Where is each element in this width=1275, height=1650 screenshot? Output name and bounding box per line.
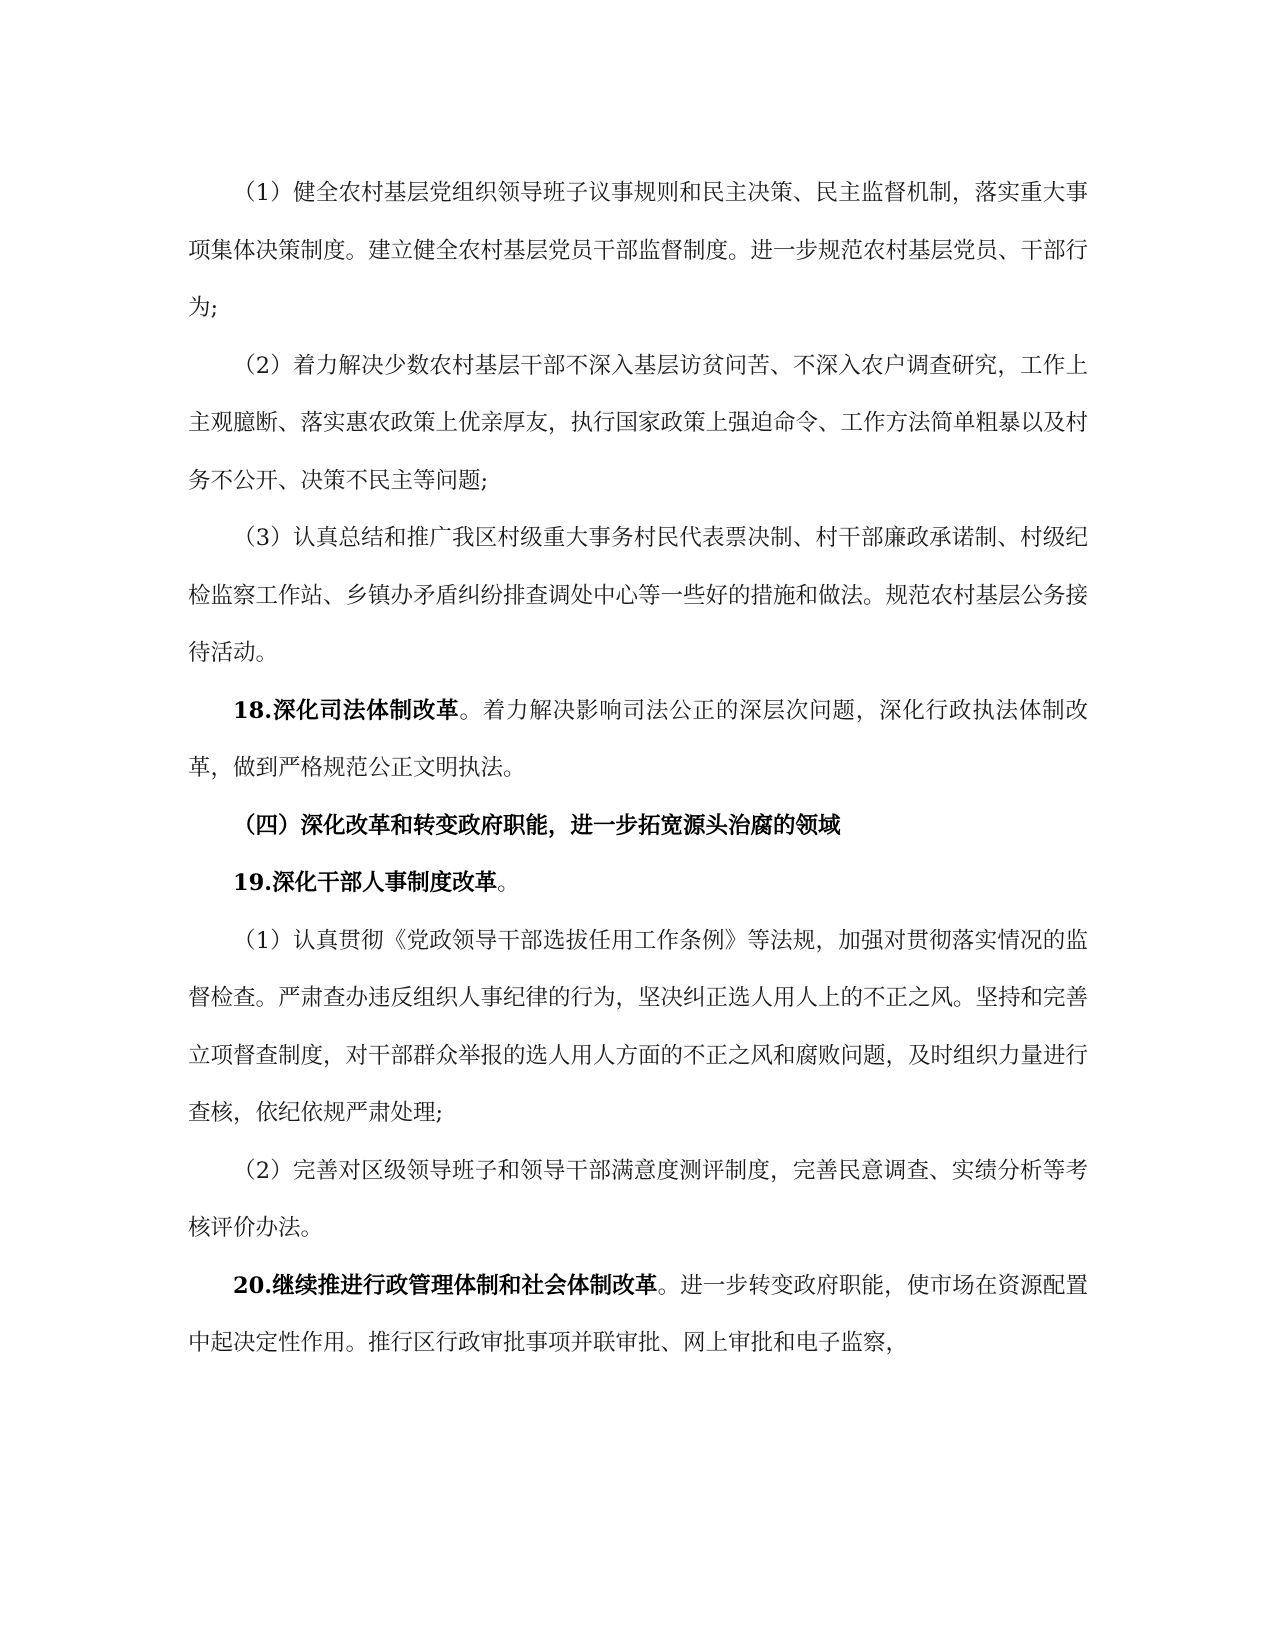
paragraph-rural-cadre-problems: （2）着力解决少数农村基层干部不深入基层访贫问苦、不深入农户调查研究，工作上主观臆断、落实惠农政策上优亲厚友，执行国家政策上强迫命令、工作方法简单粗暴以及村务不公开、决策不民主等问题; <box>188 352 1089 494</box>
paragraph-village-practices: （3）认真总结和推广我区村级重大事务村民代表票决制、村干部廉政承诺制、村级纪检监察工作站、乡镇办矛盾纠纷排查调处中心等一些好的措施和做法。规范农村基层公务接待活动。 <box>188 525 1089 666</box>
paragraph-rural-decision-rules: （1）健全农村基层党组织领导班子议事规则和民主决策、民主监督机制，落实重大事项集体决策制度。建立健全农村基层党员干部监督制度。进一步规范农村基层党员、干部行为; <box>188 180 1089 321</box>
paragraph-judicial-reform: 18.深化司法体制改革。着力解决影响司法公正的深层次问题，深化行政执法体制改革，做到严格规范公正文明执法。 <box>188 697 1088 781</box>
document-page <box>188 165 1088 1373</box>
paragraph-selection-regulations: （1）认真贯彻《党政领导干部选拔任用工作条例》等法规，加强对贯彻落实情况的监督检查。严肃查办违反组织人事纪律的行为，坚决纠正选人用人上的不正之风。坚持和完善立项督查制度，对干部群众举报的选人用人方面的不正之风和腐败问题，及时组织力量进行查核，依纪依规严肃处理; <box>188 927 1089 1126</box>
paragraph-admin-reform: 20.继续推进行政管理体制和社会体制改革。进一步转变政府职能，使市场在资源配置中起决定性作用。推行区行政审批事项并联审批、网上审批和电子监察， <box>188 1272 1088 1356</box>
section-heading-text: （四）深化改革和转变政府职能，进一步拓宽源头治腐的领域 <box>233 812 841 839</box>
section-heading-4 <box>188 798 1088 856</box>
paragraph-cadre-reform: 19.深化干部人事制度改革。 <box>233 870 520 896</box>
paragraph-satisfaction-evaluation: （2）完善对区级领导班子和领导干部满意度测评制度，完善民意调查、实绩分析等考核评价办法。 <box>188 1157 1088 1241</box>
item-heading-18: 18.深化司法体制改革 <box>233 697 460 724</box>
item-heading-20: 20.继续推进行政管理体制和社会体制改革 <box>233 1272 658 1299</box>
item-heading-19: 19.深化干部人事制度改革 <box>233 870 498 896</box>
